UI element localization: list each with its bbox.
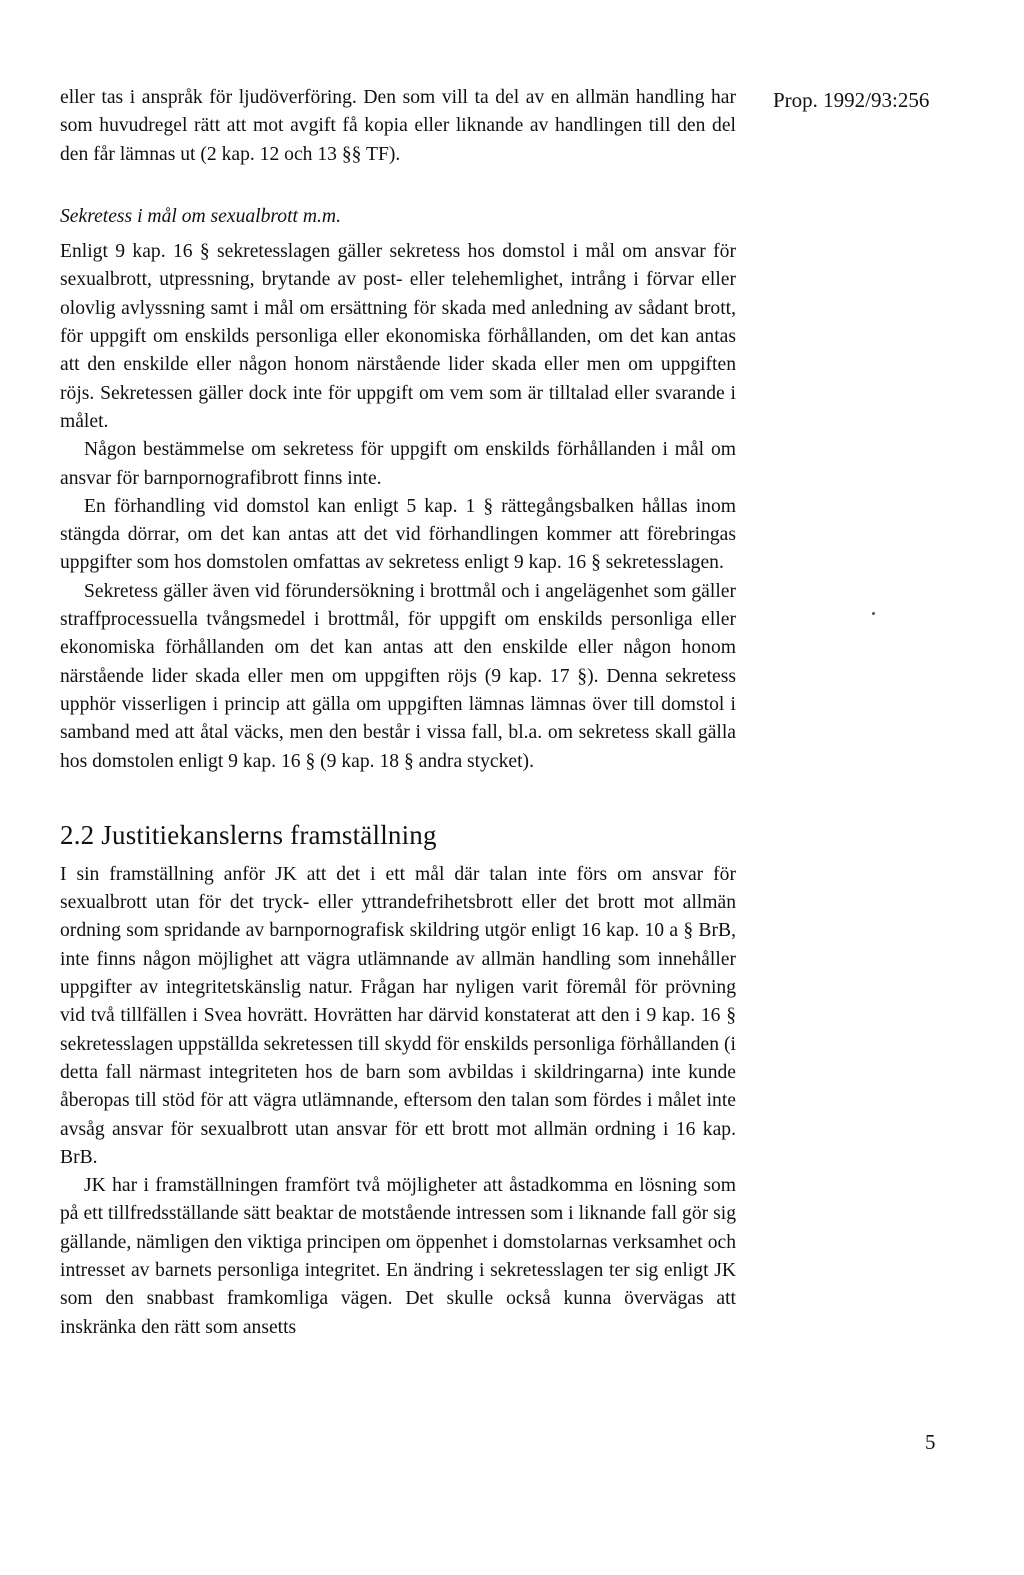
paragraph-a-3: En förhandling vid domstol kan enligt 5 kap. 1 § rättegångsbalken hållas inom stängda dörrar, om det kan antas att det vid förhandlingen kommer att förebringas uppgifter som hos domstolen omfattas av sekretess enligt 9 kap. 16 § sekretesslagen. <box>60 495 736 574</box>
paragraph-a-2: Någon bestämmelse om sekretess för uppgift om enskilds förhållanden i mål om ansvar för barnpornografibrott finns inte. <box>60 439 736 489</box>
intro-paragraph: eller tas i anspråk för ljudöverföring. Den som vill ta del av en allmän handling har som huvudregel rätt att mot avgift få kopia eller liknande av handlingen till den del den får lämnas ut (2 kap. 12 och 13 §§ TF). <box>60 87 736 165</box>
paragraph-b-2: JK har i framställningen framfört två möjligheter att åstadkomma en lösning som på ett tillfredsställande sätt beaktar de motstående intressen som i liknande fall gör sig gällande, nämligen den viktiga principen om öppenhet i domstolarnas verksamhet och intresset av barnets personliga integritet. En ändring i sekretesslagen ter sig enligt JK som den snabbast framkomliga vägen. Det skulle också kunna övervägas att inskränka den rätt som ansetts <box>60 1175 736 1338</box>
paragraph-a-4: Sekretess gäller även vid förundersökning i brottmål och i angelägenhet som gäller straffprocessuella tvångsmedel i brottmål, för uppgift om enskilds personliga eller ekonomiska förhållanden om det kan antas att den enskilde eller någon honom närstående lider skada eller men om uppgiften röjs (9 kap. 17 §). Denna sekretess upphör visserligen i princip att gälla om uppgiften lämnas lämnas över till domstol i samband med att åtal väcks, men den består i vissa fall, bl.a. om sekretess skall gälla hos domstolen enligt 9 kap. 16 § (9 kap. 18 § andra stycket). <box>60 580 736 772</box>
body-text-column <box>60 84 736 1342</box>
scan-speck <box>872 612 875 615</box>
page-number: 5 <box>925 1430 936 1454</box>
paragraph-b-1: I sin framställning anför JK att det i ett mål där talan inte förs om ansvar för sexualbrott utan för det tryck- eller yttrandefrihetsbrott eller det brott mot allmän ordning som spridande av barnpornografisk skildring utgör enligt 16 kap. 10 a § BrB, inte finns någon möjlighet att vägra utlämnande av allmän handling som innehåller uppgifter av integritetskänslig natur. Frågan har nyligen varit föremål för prövning vid två tillfällen i Svea hovrätt. Hovrätten har därvid konstaterat att den i 9 kap. 16 § sekretesslagen uppställda sekretessen till skydd för enskilds personliga förhållanden (i detta fall närmast integriteten hos de barn som avbildas i skildringarna) inte kunde åberopas till stöd för att vägra utlämnande, eftersom den talan som fördes i målet inte avsåg ansvar för sexualbrott utan ansvar för ett brott mot allmän ordning i 16 kap. BrB. <box>60 863 736 1168</box>
paragraph-a-1: Enligt 9 kap. 16 § sekretesslagen gäller sekretess hos domstol i mål om ansvar för sexualbrott, utpressning, brytande av post- eller telehemlighet, intrång i förvar eller olovlig avlyssning samt i mål om ersättning för skada med anledning av sådant brott, för uppgift om enskilds personliga eller ekonomiska förhållanden, om det kan antas att den enskilde eller någon honom närstående lider skada eller men om uppgiften röjs. Sekretessen gäller dock inte för uppgift om vem som är tilltalad eller svarande i målet. <box>60 241 736 432</box>
subheading: Sekretess i mål om sexualbrott m.m. <box>60 205 341 227</box>
proposition-reference: Prop. 1992/93:256 <box>773 88 930 112</box>
section-heading: 2.2 Justitiekanslerns framställning <box>60 819 437 850</box>
